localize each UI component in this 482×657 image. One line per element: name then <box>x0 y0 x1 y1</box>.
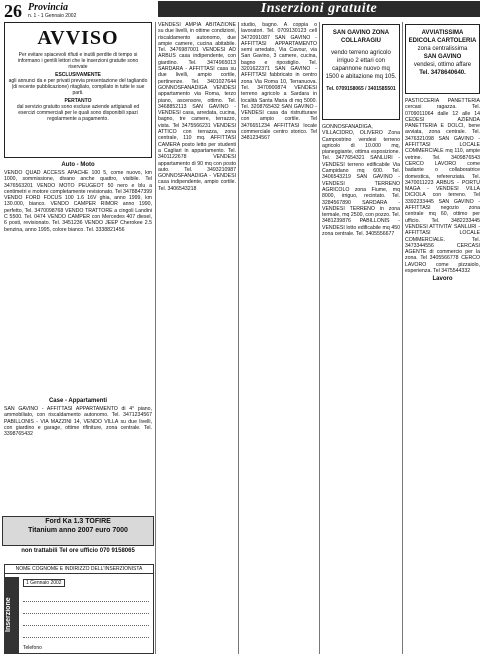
column-divider <box>238 22 239 654</box>
section-auto-moto: Auto - Moto <box>61 162 95 168</box>
land-sale-phone: Tel. 0709158065 / 3401585501 <box>326 86 396 92</box>
promo-line-1: Ford Ka 1.3 TOFIRE <box>45 518 111 525</box>
form-side-label: Inserzione <box>5 577 19 653</box>
notice-emphasis-2: PERTANTO <box>64 98 92 104</box>
newsstand-zone: zona centralissima <box>417 46 468 52</box>
column-1b-text: SAN GAVINO - AFFITTASI APPARTAMENTO di 4° piano, ammobiliato, con riscaldamento autonomo. Tel. 3471234567 PABILLONIS - VIA MAZZINI 14, VENDO VILLA su due livelli, con giardino e garage, ottime rifiniture, zona centrale. Tel. 3398765432 <box>4 406 152 438</box>
submission-form <box>4 564 154 654</box>
notice-box <box>4 22 152 158</box>
column-4-text: GONNOSFANADIGA, VILLACIDRO, OLIVERO Zona Campostrino vendesi terreno agricolo di 10.000 mq, pianeggiante, ottima esposizione. Tel. 3477654321 SANLURI - VENDESI terreno edificabile Via Campidano mq 600. Tel. 3406543219 SAN GAVINO - VENDESI TERRENO AGRICOLO zona Fiume, mq 8000, irriguo, recintato. Tel. 3284567890 SARDARA - VENDESI TERRENO in zona termale, mq 2500, con pozzo. Tel. 3481239876 PABILLONIS - VENDESI lotto edificabile mq 450 zona centrale. Tel. 3405556677 <box>322 124 400 238</box>
newsstand-box <box>405 24 480 94</box>
brand-logo <box>28 2 76 19</box>
land-sale-box <box>322 24 400 120</box>
form-line[interactable] <box>23 593 149 602</box>
newsstand-offer: vendesi, ottimo affare <box>413 62 472 68</box>
column-5 <box>405 98 480 654</box>
form-date: 1 Gennaio 2002 <box>23 579 65 587</box>
promo-line-3: non trattabili Tel ore ufficio 070 9158065 <box>21 548 135 554</box>
promo-box <box>2 516 154 546</box>
column-divider <box>402 22 403 654</box>
column-1b <box>4 396 152 514</box>
column-divider <box>155 22 156 654</box>
section-lavoro: Lavoro <box>432 276 453 283</box>
column-2 <box>158 22 236 654</box>
section-case: Case - Appartamenti <box>48 398 108 404</box>
notice-title: AVVISO <box>37 27 119 49</box>
column-4 <box>322 124 400 654</box>
column-2-text: VENDESI AMPIA ABITAZIONE su due livelli, in ottime condizioni, riscaldamento autonomo, due ampie camere, cucina abitabile. Tel. 3476987001 VENDESI AD ARBUS casa indipendente, con giardino. Tel. 3474965013 SARDARA - AFFITTASI casa su due livelli, ampio cortile, pertinenze. Tel. 3401027644 GONNOSFANADIGA VENDESI appartamento via Roma, terzo piano, ascensore, ottimo. Tel. 3468852113 SAN GAVINO - VENDESI casa, arredata, cucina, bagno, tre camere, terrazzo, vista. Tel 3475566231 VENDESI ATTICO con terrazza, zona centrale, 110 mq. AFFITTASI CAMERA posto letto per studenti a Cagliari in appartamento. Tel. 3401122678 VENDESI appartamento di 90 mq con posto auto. Tel. 3493210987 GONNOSFANADIGA - VENDESI casa indipendente, ampio cortile. Tel. 3406543218 <box>158 22 236 192</box>
land-sale-title: SAN GAVINO ZONA COLLARAGIU <box>332 30 390 44</box>
promo-line-2: Titanium anno 2007 euro 7000 <box>28 527 128 534</box>
column-5-text: PASTICCERIA PANETTERIA cercasi ragazza. Tel. 0709011064 dalle 12 alle 14 CEDESI AZIENDA PANETTERIA E DOLCI, bene avviata, zona centrale. Tel. 3476321098 SAN GAVINO - AFFITTASI LOCALE COMMERCIALE mq 110, ampie vetrine. Tel. 3409876543 CERCO LAVORO come badante o collaboratrice domestica, referenziata. Tel. 3470011223 ARBUS - PORTU MAGA - VENDESI VILLA DICIOLA con terreno. Tel 3392233445 SAN GAVINO - AFFITTASI negozio zona centrale mq 60, ottimo per ufficio. Tel. 3482233445 VENDESI ATTIVITA' SANLURI - AFFITTASI LOCALE COMMERCIALE. Tel. 3473344556 CERCASI AGENTE di commercio per la zona. Tel 3405566778 CERCO LAVORO come pizzaiolo, esperienza. Tel 3475544332 <box>405 98 480 275</box>
form-line[interactable] <box>23 617 149 626</box>
newsstand-title: AVVIATISSIMA EDICOLA CARTOLERIA <box>408 30 477 44</box>
issue-info: n. 1 - 1 Gennaio 2002 <box>28 13 77 19</box>
notice-text-2: agli annunci da e per privati previa presentazione del tagliando (di recente pubblicazione) ritagliato, compilato in tutte le sue parti. <box>8 78 148 96</box>
column-divider <box>319 22 320 654</box>
form-caption: NOME COGNOME E INDIRIZZO DELL'INSERZIONISTA <box>5 565 153 574</box>
column-1-text: VENDO QUAD ACCESS APACHE 100 5, come nuovo, km 1000, sommissione, divano anche quattro, visibile. Tel 3476563201 VENDO MOTO PEUGEOT 50 nero e blu a centimetri e motore completamente revisionato. Tel 3478847399 VENDO FORD FOCUS 100 1.6 16V ghia, anno 1999, km 130.000, bianco. VENDO CAMPER RIMOR anno 1990, perfetto, Tel. 3470098768 VENDO TRATTORE a cingoli Landini C 5500. Tel. 0474 VENDO CAMPER con Mercedes 407 diesel, 6 posti, revisionato. Tel. 3451236 VENDO JEEP Cherokee 2.5 benzina, anno 1995, colore bianco. Tel. 3338821456 <box>4 170 152 233</box>
notice-text-1: Per evitare spiacevoli rifiuti e inutili perdite di tempo si informano i gentili lettori che le inserzioni gratuite sono riservate <box>17 52 139 70</box>
newsstand-phone: Tel. 3478640640. <box>419 70 466 76</box>
form-line[interactable] <box>23 605 149 614</box>
section-title: Inserzioni gratuite <box>158 1 480 17</box>
page-header <box>0 0 482 22</box>
newsstand-town: SAN GAVINO <box>423 54 462 60</box>
notice-text-3: dal servizio gratuito sono escluse aziende artigianali ed esercizi commerciali per le quali sono disponibili spazi regolarmente a pagamento. <box>16 104 140 122</box>
land-sale-desc: vendo terreno agricolo irriguo 2 ettari con capannone nuovo mq 1500 e abitazione mq 105. <box>325 50 397 80</box>
notice-emphasis-1: ESCLUSIVAMENTE <box>55 72 101 78</box>
page-number: 26 <box>4 1 22 21</box>
column-3 <box>241 22 317 654</box>
column-3-text: studio, bagno. A coppia o lavoratori. Tel. 0709130123 cell 3472091087 SAN GAVINO - AFFITTASI APPARTAMENTO semi arredato, Via Cavour, via San Gavino, 3 camere, cucina, bagno e ripostiglio. Tel. 3201622371 SAN GAVINO - AFFITTASI fabbricato in centro zona Via Roma 10, Terranuova. Tel. 3470900874 VENDESI terreno agricolo a Sardara in località Santa Maria di mq 5000. Tel. 3208765432 SAN GAVINO - VENDESI casa da ristrutturare con ampio cortile. Tel 3476651234 AFFITTASI locale commerciale centro storico. Tel 3481234567 <box>241 22 317 142</box>
column-1 <box>4 160 152 392</box>
brand-name: Provincia <box>28 2 68 13</box>
form-line[interactable] <box>23 629 149 638</box>
form-phone-label: Telefono <box>23 645 42 651</box>
